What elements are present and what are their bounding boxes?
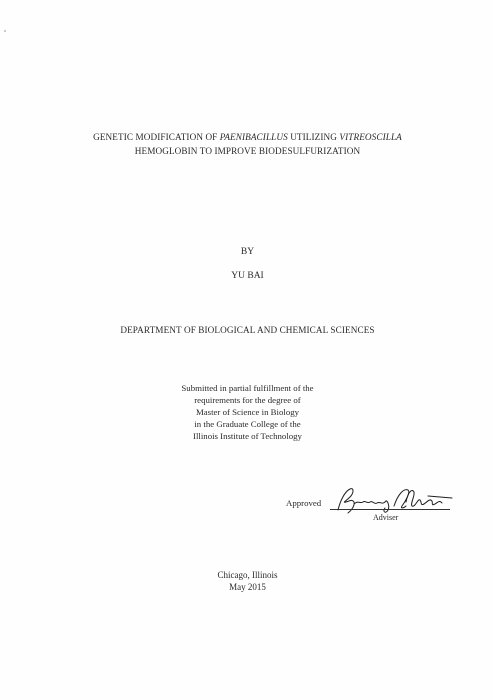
- scan-speck: [4, 30, 6, 32]
- title-prefix: GENETIC MODIFICATION OF: [93, 132, 220, 142]
- title-genus-paenibacillus: PAENIBACILLUS: [219, 132, 288, 142]
- submission-line: in the Graduate College of the: [194, 419, 301, 429]
- title-line-2: HEMOGLOBIN TO IMPROVE BIODESULFURIZATION: [134, 146, 361, 156]
- signature-line: [330, 509, 450, 510]
- place: Chicago, Illinois: [217, 570, 278, 580]
- submission-line: requirements for the degree of: [194, 395, 301, 405]
- submission-line: Illinois Institute of Technology: [193, 431, 302, 441]
- submission-date: May 2015: [229, 582, 266, 592]
- author-name: YU BAI: [231, 271, 264, 281]
- adviser-label: Adviser: [373, 513, 399, 522]
- department-name: DEPARTMENT OF BIOLOGICAL AND CHEMICAL SCIENCES: [120, 325, 375, 335]
- title-genus-vitreoscilla: VITREOSCILLA: [339, 132, 402, 142]
- submission-line: Submitted in partial fulfillment of the: [181, 383, 314, 393]
- by-label: BY: [240, 247, 255, 257]
- approved-label: Approved: [286, 498, 322, 508]
- title-middle: UTILIZING: [287, 132, 340, 142]
- submission-line: Master of Science in Biology: [195, 407, 300, 417]
- title-line-1: [0, 131, 495, 144]
